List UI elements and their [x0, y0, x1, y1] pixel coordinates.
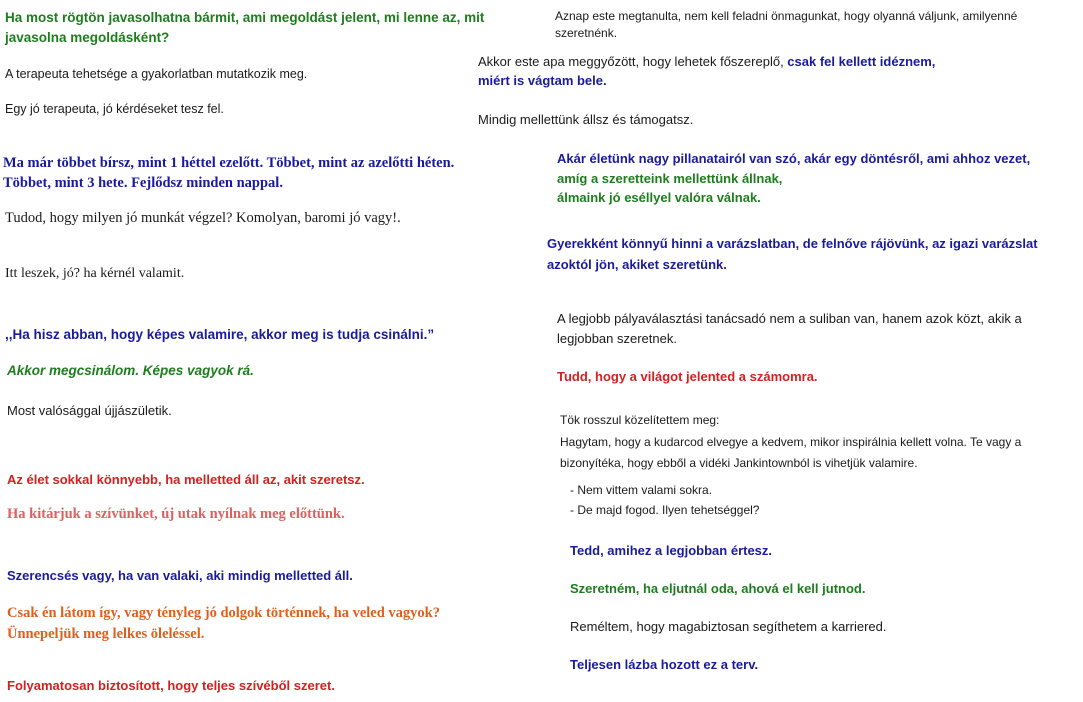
quote-line: Reméltem, hogy magabiztosan segíthetem a karriered. [570, 619, 887, 634]
quote-line: Többet, mint 3 hete. Fejlődsz minden nappal. [3, 175, 283, 191]
quote-line: Ha kitárjuk a szívünket, új utak nyílnak meg előttünk. [7, 506, 345, 522]
quote-line: Tudd, hogy a világot jelented a számomra. [557, 369, 818, 384]
dialogue-line: - De majd fogod. Ilyen tehetséggel? [570, 503, 760, 517]
quote-line: Ma már többet bírsz, mint 1 héttel ezelőtt. Többet, mint az azelőtti héten. [3, 155, 455, 171]
quote-line: javasolna megoldásként? [5, 30, 170, 45]
quote-line: A terapeuta tehetsége a gyakorlatban mutatkozik meg. [5, 67, 308, 81]
quote-line: Egy jó terapeuta, jó kérdéseket tesz fel. [5, 102, 224, 116]
quote-line: azoktól jön, akiket szeretünk. [547, 257, 727, 272]
quote-line: Ha most rögtön javasolhatna bármit, ami megoldást jelent, mi lenne az, mit [5, 10, 485, 25]
quote-line: Folyamatosan biztosított, hogy teljes szívéből szeret. [7, 678, 335, 693]
quote-line: Ünnepeljük meg lelkes öleléssel. [7, 626, 205, 642]
quote-line: Mindig mellettünk állsz és támogatsz. [478, 112, 694, 127]
quote-line: Tedd, amihez a legjobban értesz. [570, 543, 773, 558]
quote-line: Hagytam, hogy a kudarcod elvegye a kedvem, mikor inspirálnia kellett volna. Te vagy a [560, 435, 1022, 449]
quote-line: ,,Ha hisz abban, hogy képes valamire, akkor meg is tudja csinálni.” [5, 327, 435, 342]
quote-line: A legjobb pályaválasztási tanácsadó nem a suliban van, hanem azok közt, akik a [557, 311, 1022, 326]
quote-line: Aznap este megtanulta, nem kell feladni önmagunkat, hogy olyanná váljunk, amilyenné [555, 9, 1018, 23]
quote-line: Tök rosszul közelítettem meg: [560, 413, 720, 427]
quote-line: Tudod, hogy milyen jó munkát végzel? Komolyan, baromi jó vagy!. [5, 210, 401, 226]
quote-line: legjobban szeretnek. [557, 331, 677, 346]
quote-line: Szerencsés vagy, ha van valaki, aki mindig melletted áll. [7, 568, 353, 583]
quote-line: Itt leszek, jó? ha kérnél valamit. [5, 266, 185, 281]
quote-line: Teljesen lázba hozott ez a terv. [570, 657, 759, 672]
dialogue-line: - Nem vittem valami sokra. [570, 483, 713, 497]
quote-line: Az élet sokkal könnyebb, ha melletted áll az, akit szeretsz. [7, 472, 365, 487]
quote-line: miért is vágtam bele. [478, 73, 607, 88]
quote-line: Csak én látom így, vagy tényleg jó dolgok történnek, ha veled vagyok? [7, 605, 440, 621]
quote-line: Szeretném, ha eljutnál oda, ahová el kell jutnod. [570, 581, 866, 596]
quote-line: Akár életünk nagy pillanatairól van szó, akár egy döntésről, ami ahhoz vezet, [557, 151, 1031, 166]
quote-line: szeretnénk. [555, 26, 618, 40]
quote-line: amíg a szeretteink mellettünk állnak, [557, 171, 783, 186]
quote-line: álmaink jó eséllyel valóra válnak. [557, 190, 761, 205]
quote-line: Gyerekként könnyű hinni a varázslatban, de felnőve rájövünk, az igazi varázslat [547, 236, 1038, 251]
quote-line: Most valósággal újjászületik. [7, 403, 172, 418]
quote-line: Akkor megcsinálom. Képes vagyok rá. [7, 363, 254, 378]
quote-line: bizonyítéka, hogy ebből a vidéki Jankintownból is vihetjük valamire. [560, 456, 918, 470]
quote-line: Akkor este apa meggyőzött, hogy lehetek főszereplő, csak fel kellett idéznem, [478, 54, 936, 69]
